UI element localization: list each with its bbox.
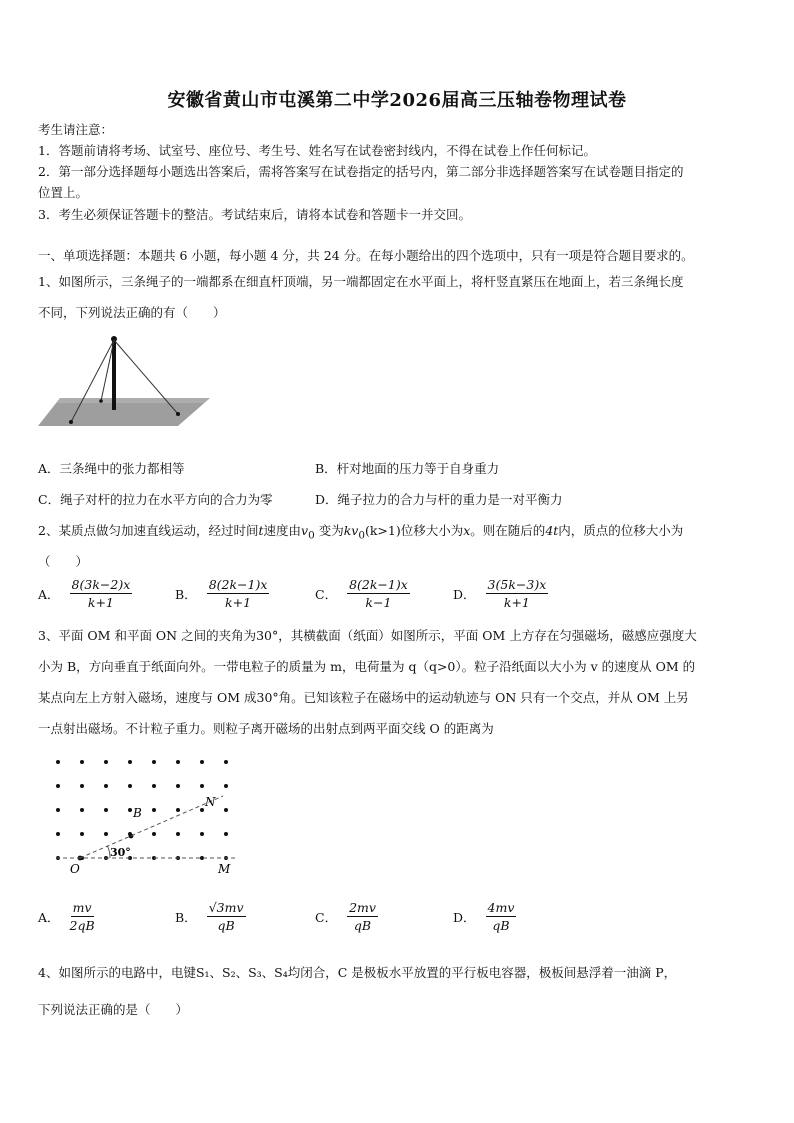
field-dot bbox=[152, 760, 156, 764]
field-dots bbox=[56, 760, 228, 860]
field-dot bbox=[176, 832, 180, 836]
field-dot bbox=[104, 760, 108, 764]
field-dot bbox=[224, 808, 228, 812]
field-dot bbox=[56, 808, 60, 812]
q3-stem-line4: 一点射出磁场。不计粒子重力。则粒子离开磁场的出射点到两平面交线 O 的距离为 bbox=[38, 721, 494, 736]
field-dot bbox=[104, 784, 108, 788]
field-dot bbox=[200, 808, 204, 812]
field-dot bbox=[56, 784, 60, 788]
q1-option-a: A．三条绳中的张力都相等 bbox=[38, 461, 185, 476]
point-o-label: O bbox=[70, 862, 80, 876]
field-dot bbox=[128, 808, 132, 812]
q3-stem-line3: 某点向左上方射入磁场，速度与 OM 成30°角。已知该粒子在磁场中的运动轨迹与 ON 只有一个交点，并从 OM 上另 bbox=[38, 690, 689, 705]
field-dot bbox=[128, 784, 132, 788]
notice-item-2: 2．第一部分选择题每小题选出答案后，需将答案写在试卷指定的括号内，第二部分非选择题答案写在试卷题目指定的 bbox=[38, 164, 684, 179]
q3-stem-line2: 小为 B，方向垂直于纸面向外。一带电粒子的质量为 m，电荷量为 q（q>0）。粒子沿纸面以大小为 v 的速度从 OM 的 bbox=[38, 659, 696, 674]
field-dot bbox=[104, 808, 108, 812]
q3-option-a: A． $\frac{mv}{2qB}$ bbox=[38, 900, 95, 933]
q2-option-b: B． $\frac{8(2k-1)x}{k+1}$ bbox=[175, 577, 268, 610]
field-dot bbox=[104, 832, 108, 836]
field-dot bbox=[80, 832, 84, 836]
q2-stem-line2: （ ） bbox=[38, 554, 89, 569]
field-dot bbox=[200, 784, 204, 788]
field-dot bbox=[80, 784, 84, 788]
q4-stem-line1: 4、如图所示的电路中，电键S₁、S₂、S₃、S₄均闭合，C 是极板水平放置的平行板电容器，极板间悬浮着一油滴 P， bbox=[38, 965, 677, 980]
field-dot bbox=[224, 832, 228, 836]
field-dot bbox=[200, 832, 204, 836]
point-m-label: M bbox=[218, 862, 231, 876]
q2-option-c: C． $\frac{8(2k-1)x}{k-1}$ bbox=[315, 577, 408, 610]
field-dot bbox=[224, 760, 228, 764]
q1-option-d: D．绳子拉力的合力与杆的重力是一对平衡力 bbox=[315, 492, 563, 507]
q3-option-b: B． $\frac{√3mv}{qB}$ bbox=[175, 900, 244, 933]
point-n-label: N bbox=[205, 795, 216, 809]
q2-option-a: A． $\frac{8(3k-2)x}{k+1}$ bbox=[38, 577, 131, 610]
field-dot bbox=[176, 784, 180, 788]
section-heading: 一、单项选择题：本题共 6 小题，每小题 4 分，共 24 分。在每小题给出的四个选项中，只有一项是符合题目要求的。 bbox=[38, 248, 694, 263]
point-b-label: B bbox=[133, 806, 142, 820]
q4-stem-line2: 下列说法正确的是（ ） bbox=[38, 1002, 189, 1017]
q3-stem-line1: 3、平面 OM 和平面 ON 之间的夹角为30°，其横截面（纸面）如图所示，平面 OM 上方存在匀强磁场，磁感应强度大 bbox=[38, 628, 697, 643]
q2-stem-line1: 2、某质点做匀加速直线运动，经过时间t速度由$v_0$ 变为$kv_0(k>1)$位移大小为x。则在随后的4t内，质点的位移大小为 bbox=[38, 523, 684, 542]
q3-option-d: D． $\frac{4mv}{qB}$ bbox=[453, 900, 515, 933]
point-marker bbox=[129, 834, 134, 839]
notice-item-2-cont: 位置上。 bbox=[38, 185, 89, 200]
q1-option-c: C．绳子对杆的拉力在水平方向的合力为零 bbox=[38, 492, 273, 507]
field-dot bbox=[200, 760, 204, 764]
q1-option-b: B．杆对地面的压力等于自身重力 bbox=[315, 461, 500, 476]
q1-pole-ropes-figure bbox=[38, 332, 218, 432]
q2-option-d: D． $\frac{3(5k-3)x}{k+1}$ bbox=[453, 577, 547, 610]
exam-title: 安徽省黄山市屯溪第二中学2026届高三压轴卷物理试卷 bbox=[167, 90, 627, 111]
notice-heading: 考生请注意： bbox=[38, 122, 114, 137]
field-dot bbox=[56, 760, 60, 764]
q1-stem-line1: 1、如图所示，三条绳子的一端都系在细直杆顶端，另一端都固定在水平面上，将杆竖直紧压在地面上，若三条绳长度 bbox=[38, 274, 684, 289]
field-dot bbox=[152, 808, 156, 812]
q3-magnetic-field-figure bbox=[48, 752, 248, 877]
field-dot bbox=[80, 760, 84, 764]
field-dot bbox=[224, 784, 228, 788]
field-dot bbox=[80, 808, 84, 812]
field-dot bbox=[152, 784, 156, 788]
notice-item-3: 3．考生必须保证答题卡的整洁。考试结束后，请将本试卷和答题卡一并交回。 bbox=[38, 207, 471, 222]
field-dot bbox=[176, 760, 180, 764]
notice-item-1: 1．答题前请将考场、试室号、座位号、考生号、姓名写在试卷密封线内，不得在试卷上作任何标记。 bbox=[38, 143, 596, 158]
field-dot bbox=[56, 832, 60, 836]
q1-stem-line2: 不同，下列说法正确的有（ ） bbox=[38, 305, 226, 320]
angle-label: 30° bbox=[110, 846, 131, 859]
field-dot bbox=[176, 808, 180, 812]
field-dot bbox=[128, 760, 132, 764]
q3-option-c: C． $\frac{2mv}{qB}$ bbox=[315, 900, 376, 933]
field-dot bbox=[152, 832, 156, 836]
